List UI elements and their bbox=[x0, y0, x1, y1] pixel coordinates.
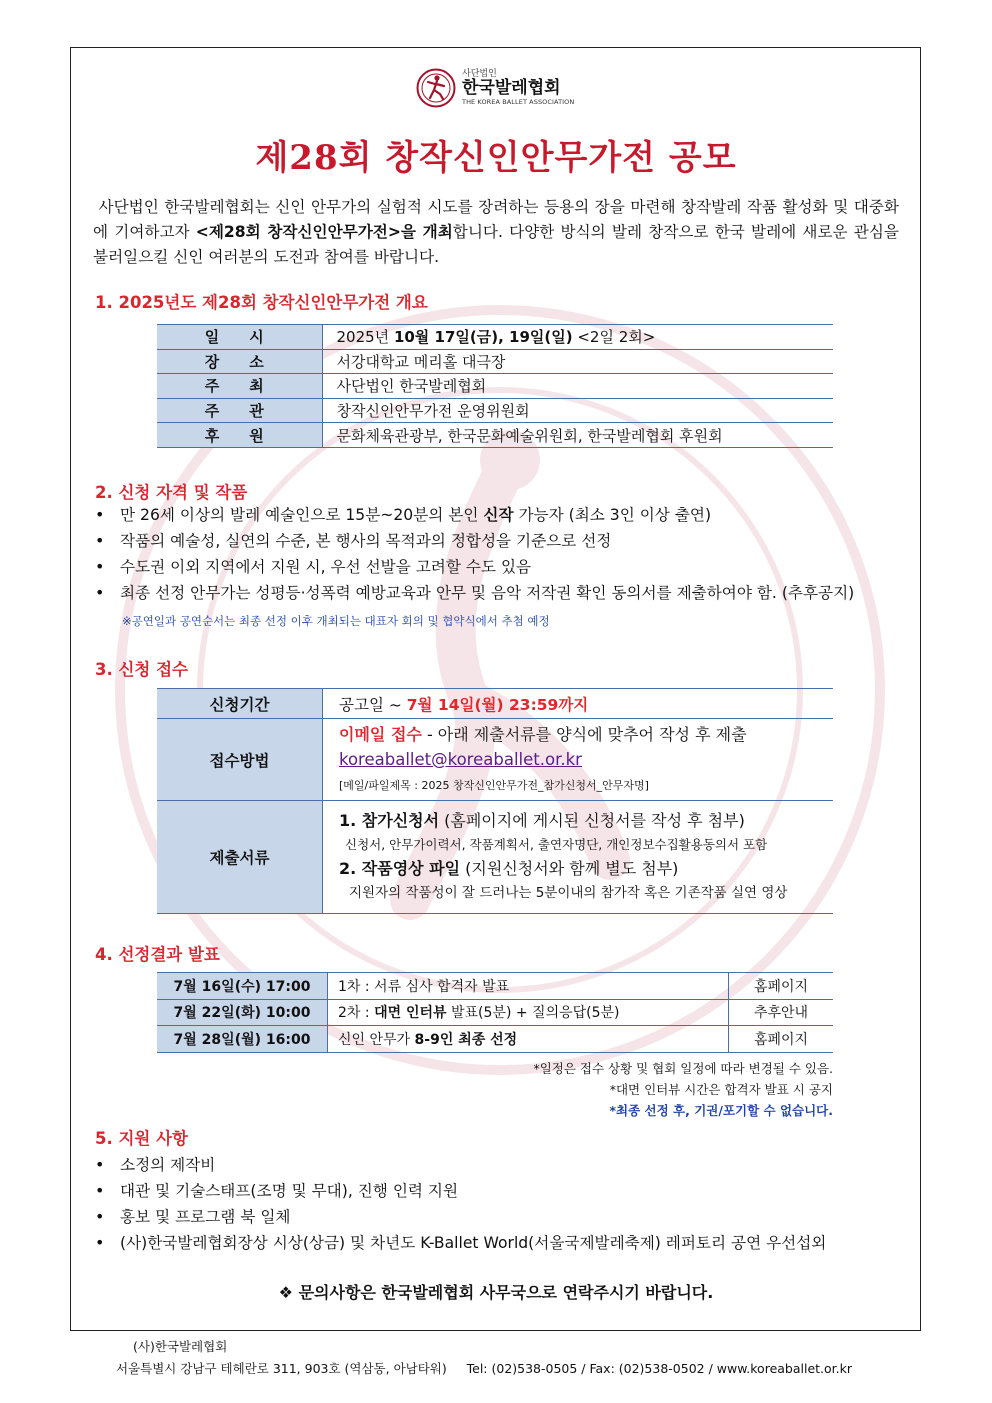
section-heading-support: 5. 지원 사항 bbox=[95, 1129, 188, 1148]
email-link[interactable]: koreaballet@koreaballet.or.kr bbox=[339, 749, 582, 769]
list-item: • 최종 선정 안무가는 성평등·성폭력 예방교육과 안무 및 음악 저작권 확인 동의서를 제출하여야 함. (추후공지) bbox=[95, 580, 854, 606]
support-list bbox=[95, 1152, 826, 1256]
table-row: 7월 16일(수) 17:00 1차 : 서류 심사 합격자 발표 홈페이지 bbox=[157, 973, 833, 1000]
logo-english: THE KOREA BALLET ASSOCIATION bbox=[462, 98, 575, 107]
application-table bbox=[157, 688, 833, 914]
list-item: • 수도권 이외 지역에서 지원 시, 우선 선발을 고려할 수도 있음 bbox=[95, 554, 854, 580]
section-heading-eligibility: 2. 신청 자격 및 작품 bbox=[95, 483, 248, 502]
intro-bold: <제28회 창작신인안무가전>을 개최 bbox=[195, 223, 453, 241]
logo-name: 한국발레협회 bbox=[462, 78, 561, 99]
table-row: 주최 사단법인 한국발레협회 bbox=[157, 374, 833, 399]
page-title: 제28회 창작신인안무가전 공모 bbox=[255, 138, 737, 178]
overview-table bbox=[157, 324, 833, 448]
eligibility-list bbox=[95, 502, 854, 606]
list-item: • 대관 및 기술스태프(조명 및 무대), 진행 인력 지원 bbox=[95, 1178, 826, 1204]
list-item: • 소정의 제작비 bbox=[95, 1152, 826, 1178]
logo-small-text: 사단법인 bbox=[462, 69, 497, 80]
table-row: 7월 22일(화) 10:00 2차 : 대면 인터뷰 발표(5분) + 질의응답(5분) 추후안내 bbox=[157, 999, 833, 1026]
table-row: 일시 2025년 10월 17일(금), 19일(일) <2일 2회> bbox=[157, 325, 833, 350]
footer-address: 서울특별시 강남구 테헤란로 311, 903호 (역삼동, 아남타워) Tel: (02)538-0505 / Fax: (02)538-0502 / www.koreaballet.or.kr bbox=[116, 1361, 853, 1376]
table-row: 접수방법 이메일 접수 - 아래 제출서류를 양식에 맞추어 작성 후 제출 koreaballet@koreaballet.or.kr [메일/파일제목 : 2025 창작신인안무가전_참가신청서_안무자명] bbox=[157, 719, 833, 801]
section-heading-overview: 1. 2025년도 제28회 창작신인안무가전 개요 bbox=[95, 293, 428, 312]
list-item: • 작품의 예술성, 실연의 수준, 본 행사의 목적과의 정합성을 기준으로 선정 bbox=[95, 528, 854, 554]
seal-icon bbox=[416, 68, 456, 108]
list-item: • (사)한국발레협회장상 시상(상금) 및 차년도 K-Ballet World(서울국제발레축제) 레퍼토리 공연 우선섭외 bbox=[95, 1230, 826, 1256]
table-row: 신청기간 공고일 ~ 7월 14일(월) 23:59까지 bbox=[157, 689, 833, 719]
contact-notice: ❖ 문의사항은 한국발레협회 사무국으로 연락주시기 바랍니다. bbox=[278, 1283, 714, 1302]
schedule-note: ※공연일과 공연순서는 최종 선정 이후 개최되는 대표자 회의 및 협약식에서 추첨 예정 bbox=[122, 614, 550, 628]
association-logo bbox=[416, 68, 574, 108]
section-heading-results: 4. 선정결과 발표 bbox=[95, 945, 220, 964]
intro-paragraph: 사단법인 한국발레협회는 신인 안무가의 실험적 시도를 장려하는 등용의 장을 마련해 창작발레 작품 활성화 및 대중화에 기여하고자 <제28회 창작신인안무가전>을 개최합니다. 다양한 방식의 발레 창작으로 한국 발레에 새로운 관심을 불러일으킬 신인 여러분의 도전과 참여를 바랍니다. bbox=[93, 198, 899, 266]
table-row: 장소 서강대학교 메리홀 대극장 bbox=[157, 349, 833, 374]
results-table bbox=[157, 972, 833, 1053]
table-row: 7월 28일(월) 16:00 신인 안무가 8-9인 최종 선정 홈페이지 bbox=[157, 1026, 833, 1053]
table-row: 제출서류 1. 참가신청서 (홈페이지에 게시된 신청서를 작성 후 첨부) 신청서, 안무가이력서, 작품계획서, 출연자명단, 개인정보수집활용동의서 포함 2. 작품영상 파일 (지원신청서와 함께 별도 첨부) 지원자의 작품성이 잘 드러나는 5분이내의 참가작 혹은 기존작품 실연 영상 bbox=[157, 801, 833, 914]
footer-org: (사)한국발레협회 bbox=[133, 1339, 228, 1354]
table-row: 후원 문화체육관광부, 한국문화예술위원회, 한국발레협회 후원회 bbox=[157, 423, 833, 448]
list-item: • 홍보 및 프로그램 북 일체 bbox=[95, 1204, 826, 1230]
section-heading-application: 3. 신청 접수 bbox=[95, 660, 188, 679]
results-notes: *일정은 접수 상황 및 협회 일정에 따라 변경될 수 있음. *대면 인터뷰 시간은 합격자 발표 시 공지 *최종 선정 후, 기권/포기할 수 없습니다. bbox=[533, 1061, 833, 1118]
table-row: 주관 창작신인안무가전 운영위원회 bbox=[157, 398, 833, 423]
list-item: • 만 26세 이상의 발레 예술인으로 15분~20분의 본인 신작 가능자 (최소 3인 이상 출연) bbox=[95, 502, 854, 528]
